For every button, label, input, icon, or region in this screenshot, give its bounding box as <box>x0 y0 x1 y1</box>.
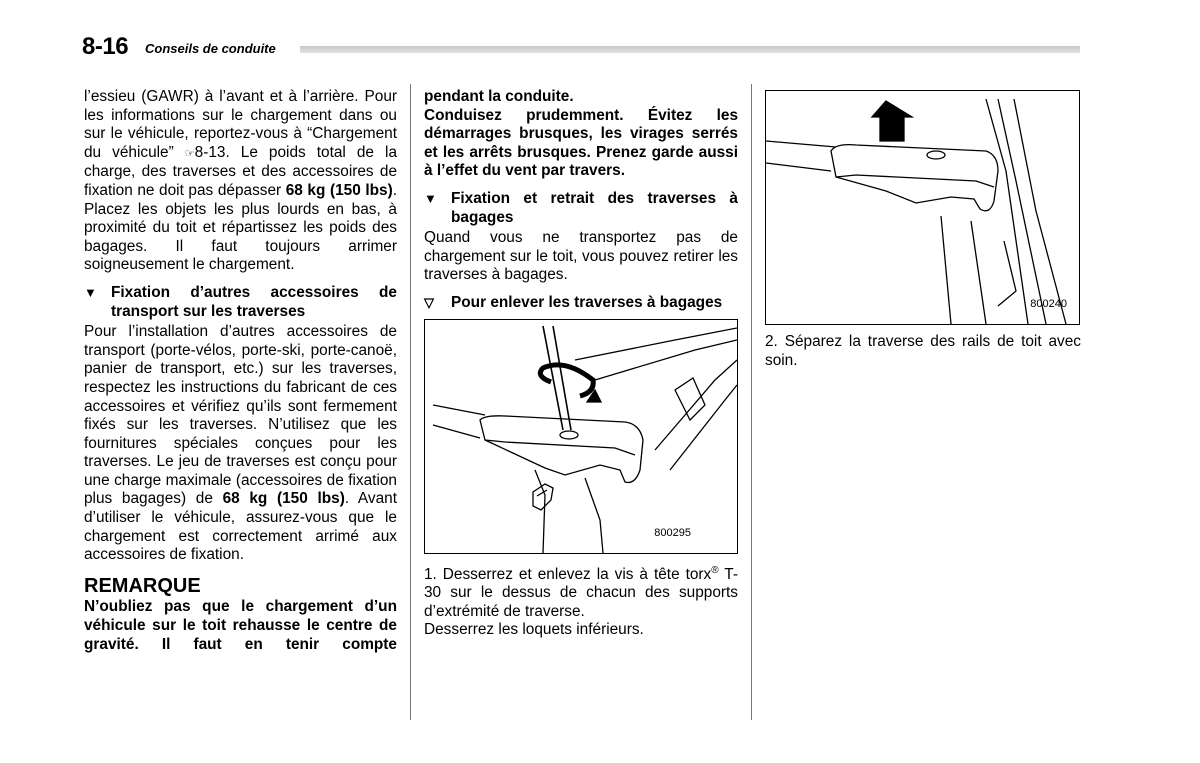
paragraph-remove-bars: Quand vous ne transportez pas de chargement sur le toit, vous pouvez retirer les traverses à bagages. <box>424 229 738 284</box>
reference-icon: ☞ <box>184 147 195 160</box>
step-1-latches: Desserrez les loquets inférieurs. <box>424 621 644 639</box>
weight-limit: 68 kg (150 lbs) <box>222 490 345 508</box>
heading-install-remove: ▼ Fixation et retrait des traverses à bagages <box>424 189 738 226</box>
column-divider <box>410 84 411 720</box>
paragraph-load-limits: l’essieu (GAWR) à l’avant et à l’arrière. Pour les informations sur le chargement dans ou sur le véhicule, reportez-vous à “Chargement du véhicule” ☞8-13. Le poids total de la charge, des traverses et des accessoires de fixation ne doit pas dépasser 68 kg (150 lbs). Placez les objets les plus lourds en bas, à proximité du toit et répartissez les poids des bagages. Il faut toujours arrimer soigneusement le chargement. <box>84 88 398 274</box>
heading-other-accessories: ▼ Fixation d’autres accessoires de transport sur les traverses <box>84 283 397 320</box>
figure-code: 800295 <box>654 526 691 539</box>
page-header <box>82 30 1080 60</box>
crossbar-screwdriver-illustration <box>425 320 737 553</box>
heading-how-to-remove: ▽ Pour enlever les traverses à bagages <box>424 293 723 311</box>
triangle-marker-icon: ▼ <box>424 190 437 206</box>
step-1: 1. Desserrez et enlevez la vis à tête torx® T-30 sur le dessus de chacun des supports d’extrémité de traverse. <box>424 564 738 620</box>
registered-mark: ® <box>711 564 719 576</box>
remarque-text: N’oubliez pas que le chargement d’un véhicule sur le toit rehausse le centre de gravité. Il faut en tenir compte <box>84 598 397 653</box>
weight-limit: 68 kg (150 lbs) <box>285 181 393 199</box>
driving-warning: Conduisez prudemment. Évitez les démarrages brusques, les virages serrés et les arrêts brusques. Prenez garde aussi à l’effet du vent par travers. <box>424 106 738 180</box>
triangle-marker-icon: ▼ <box>84 284 97 300</box>
outline-triangle-marker-icon: ▽ <box>424 294 434 310</box>
figure-separate-crossbar <box>765 90 1080 325</box>
figure-code: 800240 <box>1030 298 1067 311</box>
crossbar-lift-illustration <box>766 91 1079 324</box>
column-3 <box>765 88 1081 370</box>
column-divider <box>751 84 752 720</box>
step-2: 2. Séparez la traverse des rails de toit avec soin. <box>765 333 1081 369</box>
page-number: 8-16 <box>82 33 129 60</box>
section-title: Conseils de conduite <box>145 41 276 56</box>
header-rule <box>300 46 1080 53</box>
continued-text: pendant la conduite. <box>424 88 574 105</box>
figure-unscrew-torx <box>424 319 738 554</box>
column-1 <box>84 88 397 654</box>
paragraph-accessories: Pour l’installation d’autres accessoires de transport (porte-vélos, porte-ski, porte-canoë, panier de transport, etc.) sur les traverses, respectez les instructions du fabricant de ces accessoires et vérifiez qu’ils sont fermement fixés sur les traverses. N’utilisez que les fournitures spéciales conçues pour les traverses. Le jeu de traverses est conçu pour une charge maximale (accessoires de fixation plus bagages) de 68 kg (150 lbs). Avant d’utiliser le véhicule, assurez-vous que le chargement est correctement arrimé aux accessoires de fixation. <box>84 323 398 564</box>
column-2 <box>424 88 738 640</box>
remarque-title: REMARQUE <box>84 574 201 597</box>
